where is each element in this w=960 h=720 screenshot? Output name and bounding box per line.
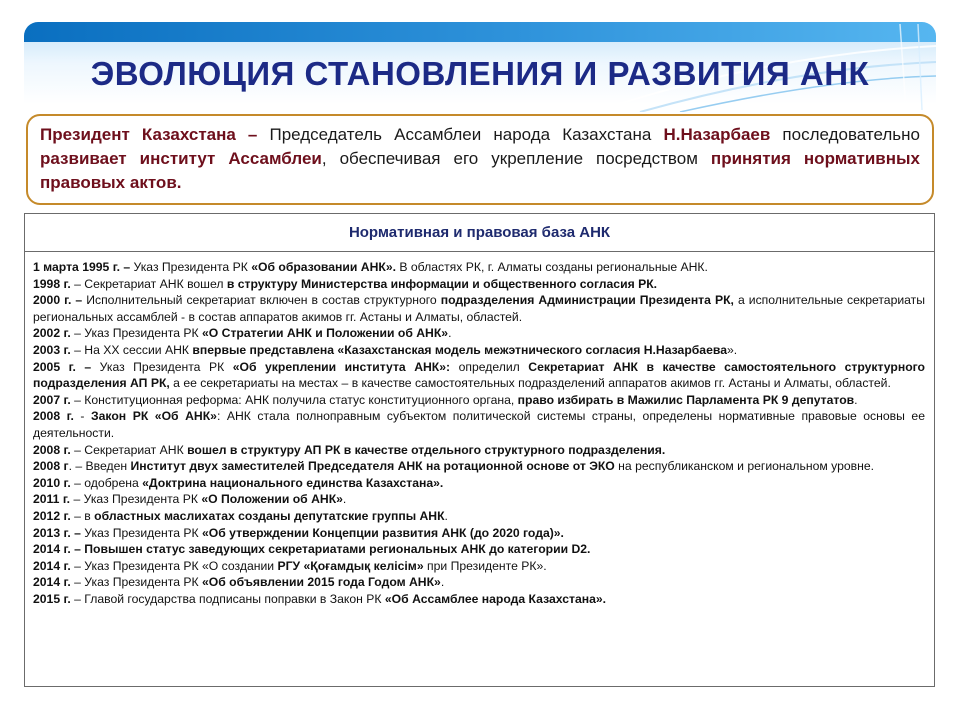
entry-text: на республиканском и региональном уровне.: [614, 459, 875, 474]
timeline-entry: [33, 408, 925, 441]
entry-bold-text: 2014 г.: [33, 558, 71, 573]
timeline-entry: [33, 325, 925, 342]
timeline-entry: [33, 508, 925, 525]
entry-text: -: [73, 409, 92, 424]
timeline-entry: [33, 491, 925, 508]
entry-bold-text: 2014 г. – Повышен статус заведующих секретариатами региональных АНК до категории D2.: [33, 542, 591, 557]
intro-chair-text: Председатель Ассамблеи народа Казахстана: [269, 125, 664, 144]
entry-text: : АНК стала полноправным субъектом политической системы страны, определены нормативные правовые основы ее деятельности.: [33, 409, 925, 440]
entry-bold-text: «Об укреплении института АНК»:: [232, 359, 451, 374]
entry-bold-text: 2007 г.: [33, 392, 71, 407]
intro-president-text: Президент Казахстана –: [40, 125, 270, 144]
page-title: ЭВОЛЮЦИЯ СТАНОВЛЕНИЯ И РАЗВИТИЯ АНК: [90, 55, 870, 92]
timeline-entry: [33, 475, 925, 492]
entry-text: – Секретариат АНК: [70, 442, 188, 457]
entry-bold-text: 2014 г.: [33, 575, 71, 590]
entry-bold-text: 2010 г.: [33, 475, 71, 490]
timeline-entry: [33, 259, 925, 276]
entry-bold-text: 2008 г: [33, 459, 69, 474]
entry-bold-text: 2008 г.: [33, 409, 74, 424]
entry-bold-text: вошел в структуру АП РК в качестве отдельного структурного подразделения.: [187, 442, 666, 457]
entry-text: . – Введен: [68, 459, 131, 474]
timeline-entry: [33, 276, 925, 293]
timeline-entry: [33, 442, 925, 459]
entry-text: – в: [70, 508, 95, 523]
intro-develops-text: развивает институт Ассамблеи: [40, 149, 322, 168]
entry-bold-text: РГУ «Қоғамдық келісім»: [277, 558, 424, 573]
entry-text: ».: [726, 342, 738, 357]
entry-text: – Главой государства подписаны поправки в Закон РК: [70, 591, 385, 606]
entry-bold-text: 2015 г.: [33, 591, 71, 606]
entry-text: – Конституционная реформа: АНК получила статус конституционного органа,: [70, 392, 518, 407]
entry-bold-text: 2012 г.: [33, 508, 71, 523]
timeline-entry: [33, 541, 925, 558]
entry-bold-text: в структуру Министерства информации и общественного согласия РК.: [226, 276, 658, 291]
timeline-entry: [33, 558, 925, 575]
entry-bold-text: «О Стратегии АНК и Положении об АНК»: [202, 326, 449, 341]
entry-text: а ее секретариаты на местах – в качестве самостоятельных подразделений аппаратов акимов гг. Астаны и Алматы, областей.: [169, 376, 891, 391]
entry-bold-text: Секретариат АНК в качестве самостоятельного структурного подразделения АП РК,: [33, 359, 926, 391]
entry-bold-text: 2000 г. –: [33, 293, 83, 308]
entry-bold-text: «Об утверждении Концепции развития АНК (до 2020 года)».: [202, 525, 564, 540]
entry-bold-text: 2008 г.: [33, 442, 71, 457]
intro-name-text: Н.Назарбаев: [663, 125, 771, 144]
entry-text: – Указ Президента РК «О создании: [70, 558, 278, 573]
legal-base-table: [24, 213, 935, 687]
entry-text: – Указ Президента РК: [70, 575, 202, 590]
timeline-entry: [33, 574, 925, 591]
table-body: [25, 252, 934, 607]
entry-bold-text: впервые представлена «Казахстанская модель межэтнического согласия Н.Назарбаева: [192, 342, 727, 357]
entry-text: – На ХХ сессии АНК: [70, 342, 193, 357]
entry-text: .: [854, 392, 858, 407]
entry-bold-text: 2002 г.: [33, 326, 71, 341]
entry-bold-text: 2003 г.: [33, 342, 71, 357]
entry-bold-text: 1998 г.: [33, 276, 71, 291]
entry-text: В областях РК, г. Алматы созданы региональные АНК.: [395, 260, 708, 274]
entry-bold-text: 2005 г. –: [33, 359, 92, 374]
entry-text: а исполнительные секретариаты региональных ассамблей - в состав аппаратов акимов гг. Астаны и Алматы, областей.: [33, 293, 926, 324]
entry-text: – Секретариат АНК вошел: [70, 276, 227, 291]
intro-ensuring-text: , обеспечивая его укрепление посредством: [321, 149, 711, 168]
entry-bold-text: Институт двух заместителей Председателя АНК на ротационной основе от ЭКО: [130, 459, 615, 474]
intro-callout: [26, 114, 934, 205]
entry-bold-text: «О Положении об АНК»: [201, 492, 343, 507]
entry-bold-text: подразделения Администрации Президента РК,: [440, 293, 734, 308]
entry-text: – Указ Президента РК: [70, 326, 202, 341]
entry-text: .: [448, 326, 452, 341]
timeline-entry: [33, 458, 925, 475]
entry-bold-text: областных маслихатах созданы депутатские группы АНК: [94, 508, 445, 523]
entry-bold-text: 1 марта 1995 г. –: [33, 260, 134, 274]
entry-text: Исполнительный секретариат включен в состав структурного: [82, 293, 441, 308]
timeline-entry: [33, 525, 925, 542]
table-header: Нормативная и правовая база АНК: [25, 214, 934, 252]
entry-text: определил: [450, 359, 529, 374]
entry-bold-text: «Доктрина национального единства Казахстана».: [142, 475, 444, 490]
entry-text: Указ Президента РК: [91, 359, 233, 374]
entry-text: .: [342, 492, 347, 507]
timeline-entry: [33, 342, 925, 359]
timeline-entry: [33, 392, 925, 409]
entry-bold-text: «Об Ассамблее народа Казахстана».: [384, 591, 607, 606]
entry-bold-text: 2011 г.: [33, 492, 71, 507]
entry-text: Указ Президента РК: [133, 260, 252, 274]
entry-text: – Указ Президента РК: [70, 492, 202, 507]
entry-text: Указ Президента РК: [80, 525, 202, 540]
entry-bold-text: 2013 г. –: [33, 525, 81, 540]
entry-text: при Президенте РК».: [423, 558, 547, 573]
entry-text: .: [440, 575, 445, 590]
entry-text: – одобрена: [70, 475, 143, 490]
timeline-entry: [33, 359, 925, 392]
intro-acts-text: принятия нормативных правовых актов.: [40, 149, 920, 192]
entry-text: .: [444, 508, 448, 523]
entry-bold-text: «Об образовании АНК».: [251, 260, 396, 274]
timeline-entry: [33, 292, 925, 325]
entry-bold-text: право избирать в Мажилис Парламента РК 9 депутатов: [517, 392, 855, 407]
timeline-entry: [33, 591, 925, 608]
intro-consistently-text: последовательно: [770, 125, 920, 144]
entry-bold-text: «Об объявлении 2015 года Годом АНК»: [202, 575, 441, 590]
entry-bold-text: Закон РК «Об АНК»: [91, 409, 217, 424]
